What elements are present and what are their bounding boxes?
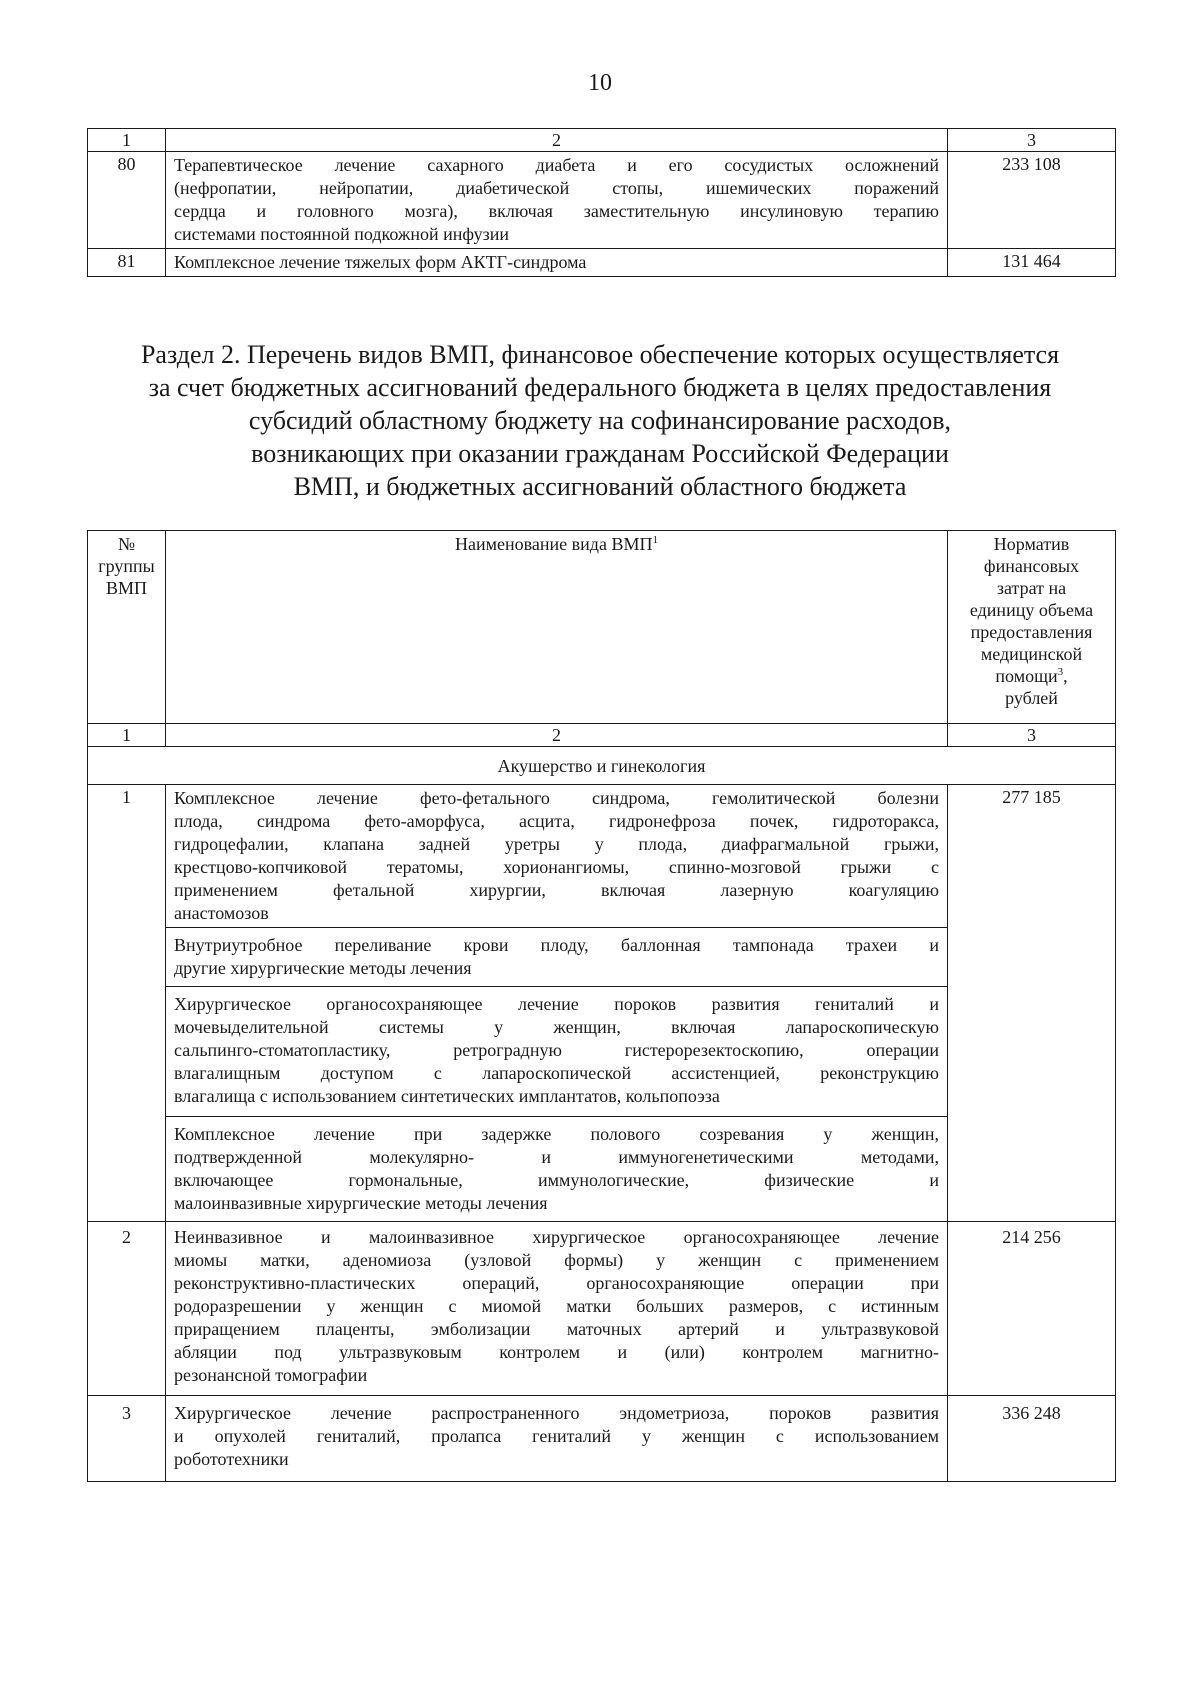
section-title-line: за счет бюджетных ассигнований федерального бюджета в целях предоставления: [148, 373, 1052, 402]
vmp-description: Комплексное лечение фето-фетального синдрома, гемолитической болезни плода, синдрома фето-аморфуса, асцита, гидронефроза почек, гидроторакса, гидроцефалии, клапана задней уретры у плода, диафрагмальной грыжи, крестцово-копчиковой тератомы, хорионангиомы, спинно-мозговой грыжи с применением фетальной хирургии, включая лазерную коагуляцию анастомозов: [166, 785, 948, 928]
column-number-1: 1: [88, 724, 166, 747]
table-row: [88, 152, 1116, 249]
vmp-description: Неинвазивное и малоинвазивное хирургическое органосохраняющее лечение миомы матки, аденомиоза (узловой формы) у женщин с применением реконструктивно-пластических операций, органосохраняющие операции при родоразрешении у женщин с миомой матки больших размеров, с истинным приращением плаценты, эмболизации маточных артерий и ультразвуковой абляции под ультразвуковым контролем и (или) контролем магнитно- резонансной томографии: [166, 1222, 948, 1396]
section-title-line: субсидий областному бюджету на софинансирование расходов,: [248, 406, 952, 435]
row-description: [166, 249, 948, 277]
category-row: [88, 747, 1116, 785]
page-number: 10: [588, 70, 612, 96]
table-column-numbers: [88, 724, 1116, 747]
group-number: 3: [88, 1396, 166, 1482]
section-title-line: ВМП, и бюджетных ассигнований областного бюджета: [293, 472, 907, 501]
vmp-description: Внутриутробное переливание крови плоду, баллонная тампонада трахеи и другие хирургические методы лечения: [166, 928, 948, 987]
group-number: 2: [88, 1222, 166, 1396]
table-column-numbers: [88, 129, 1116, 152]
column-number-2: 2: [166, 129, 948, 152]
text-line: системами постоянной подкожной инфузии: [174, 224, 509, 244]
text-line: Терапевтическое лечение сахарного диабета и его сосудистых осложнений: [174, 155, 939, 175]
row-number: 80: [88, 152, 166, 249]
table-row: [88, 249, 1116, 277]
table-row: [88, 785, 1116, 928]
group-cost-value: 336 248: [948, 1396, 1116, 1482]
table-row: [88, 1222, 1116, 1396]
row-number: 81: [88, 249, 166, 277]
group-cost-value: 277 185: [948, 785, 1116, 1222]
column-number-3: 3: [948, 129, 1116, 152]
footnote-marker: 1: [652, 534, 658, 546]
column-number-2: 2: [166, 724, 948, 747]
section-title-line: Раздел 2. Перечень видов ВМП, финансовое обеспечение которых осуществляется: [140, 340, 1060, 369]
category-label: Акушерство и гинекология: [88, 747, 1116, 785]
table-continuation: [87, 128, 1116, 277]
vmp-description: Хирургическое лечение распространенного эндометриоза, пороков развития и опухолей гениталий, пролапса гениталий у женщин с использованием робототехники: [166, 1396, 948, 1482]
header-vmp-name: Наименование вида ВМП$^1$: [166, 531, 948, 724]
header-group-number: № группы ВМП: [88, 531, 166, 724]
text-line: Комплексное лечение тяжелых форм АКТГ-синдрома: [174, 252, 587, 272]
column-number-1: 1: [88, 129, 166, 152]
table-vmp-list: [87, 530, 1116, 1482]
table-row: [88, 1396, 1116, 1482]
vmp-description: Хирургическое органосохраняющее лечение пороков развития гениталий и мочевыделительной системы у женщин, включая лапароскопическую сальпинго-стоматопластику, ретроградную гистерорезектоскопию, операции влагалищным доступом с лапароскопической ассистенцией, реконструкцию влагалища с использованием синтетических имплантатов, кольпопоэза: [166, 987, 948, 1117]
section-title-line: возникающих при оказании гражданам Российской Федерации: [251, 439, 949, 468]
section-title: [80, 338, 1120, 503]
row-value: 131 464: [948, 249, 1116, 277]
column-number-3: 3: [948, 724, 1116, 747]
footnote-marker: 3: [1057, 666, 1064, 678]
table-header: [88, 531, 1116, 724]
group-number: 1: [88, 785, 166, 1222]
text-line: (нефропатии, нейропатии, диабетической стопы, ишемических поражений: [174, 178, 939, 198]
row-value: 233 108: [948, 152, 1116, 249]
row-description: [166, 152, 948, 249]
text-line: сердца и головного мозга), включая заместительную инсулиновую терапию: [174, 201, 939, 221]
group-cost-value: 214 256: [948, 1222, 1116, 1396]
header-cost-norm: Норматив финансовых затрат на единицу объема предоставления медицинской помощи$^3$, рублей: [948, 531, 1116, 724]
vmp-description: Комплексное лечение при задержке полового созревания у женщин, подтвержденной молекулярно- и иммуногенетическими методами, включающее гормональные, иммунологические, физические и малоинвазивные хирургические методы лечения: [166, 1117, 948, 1222]
